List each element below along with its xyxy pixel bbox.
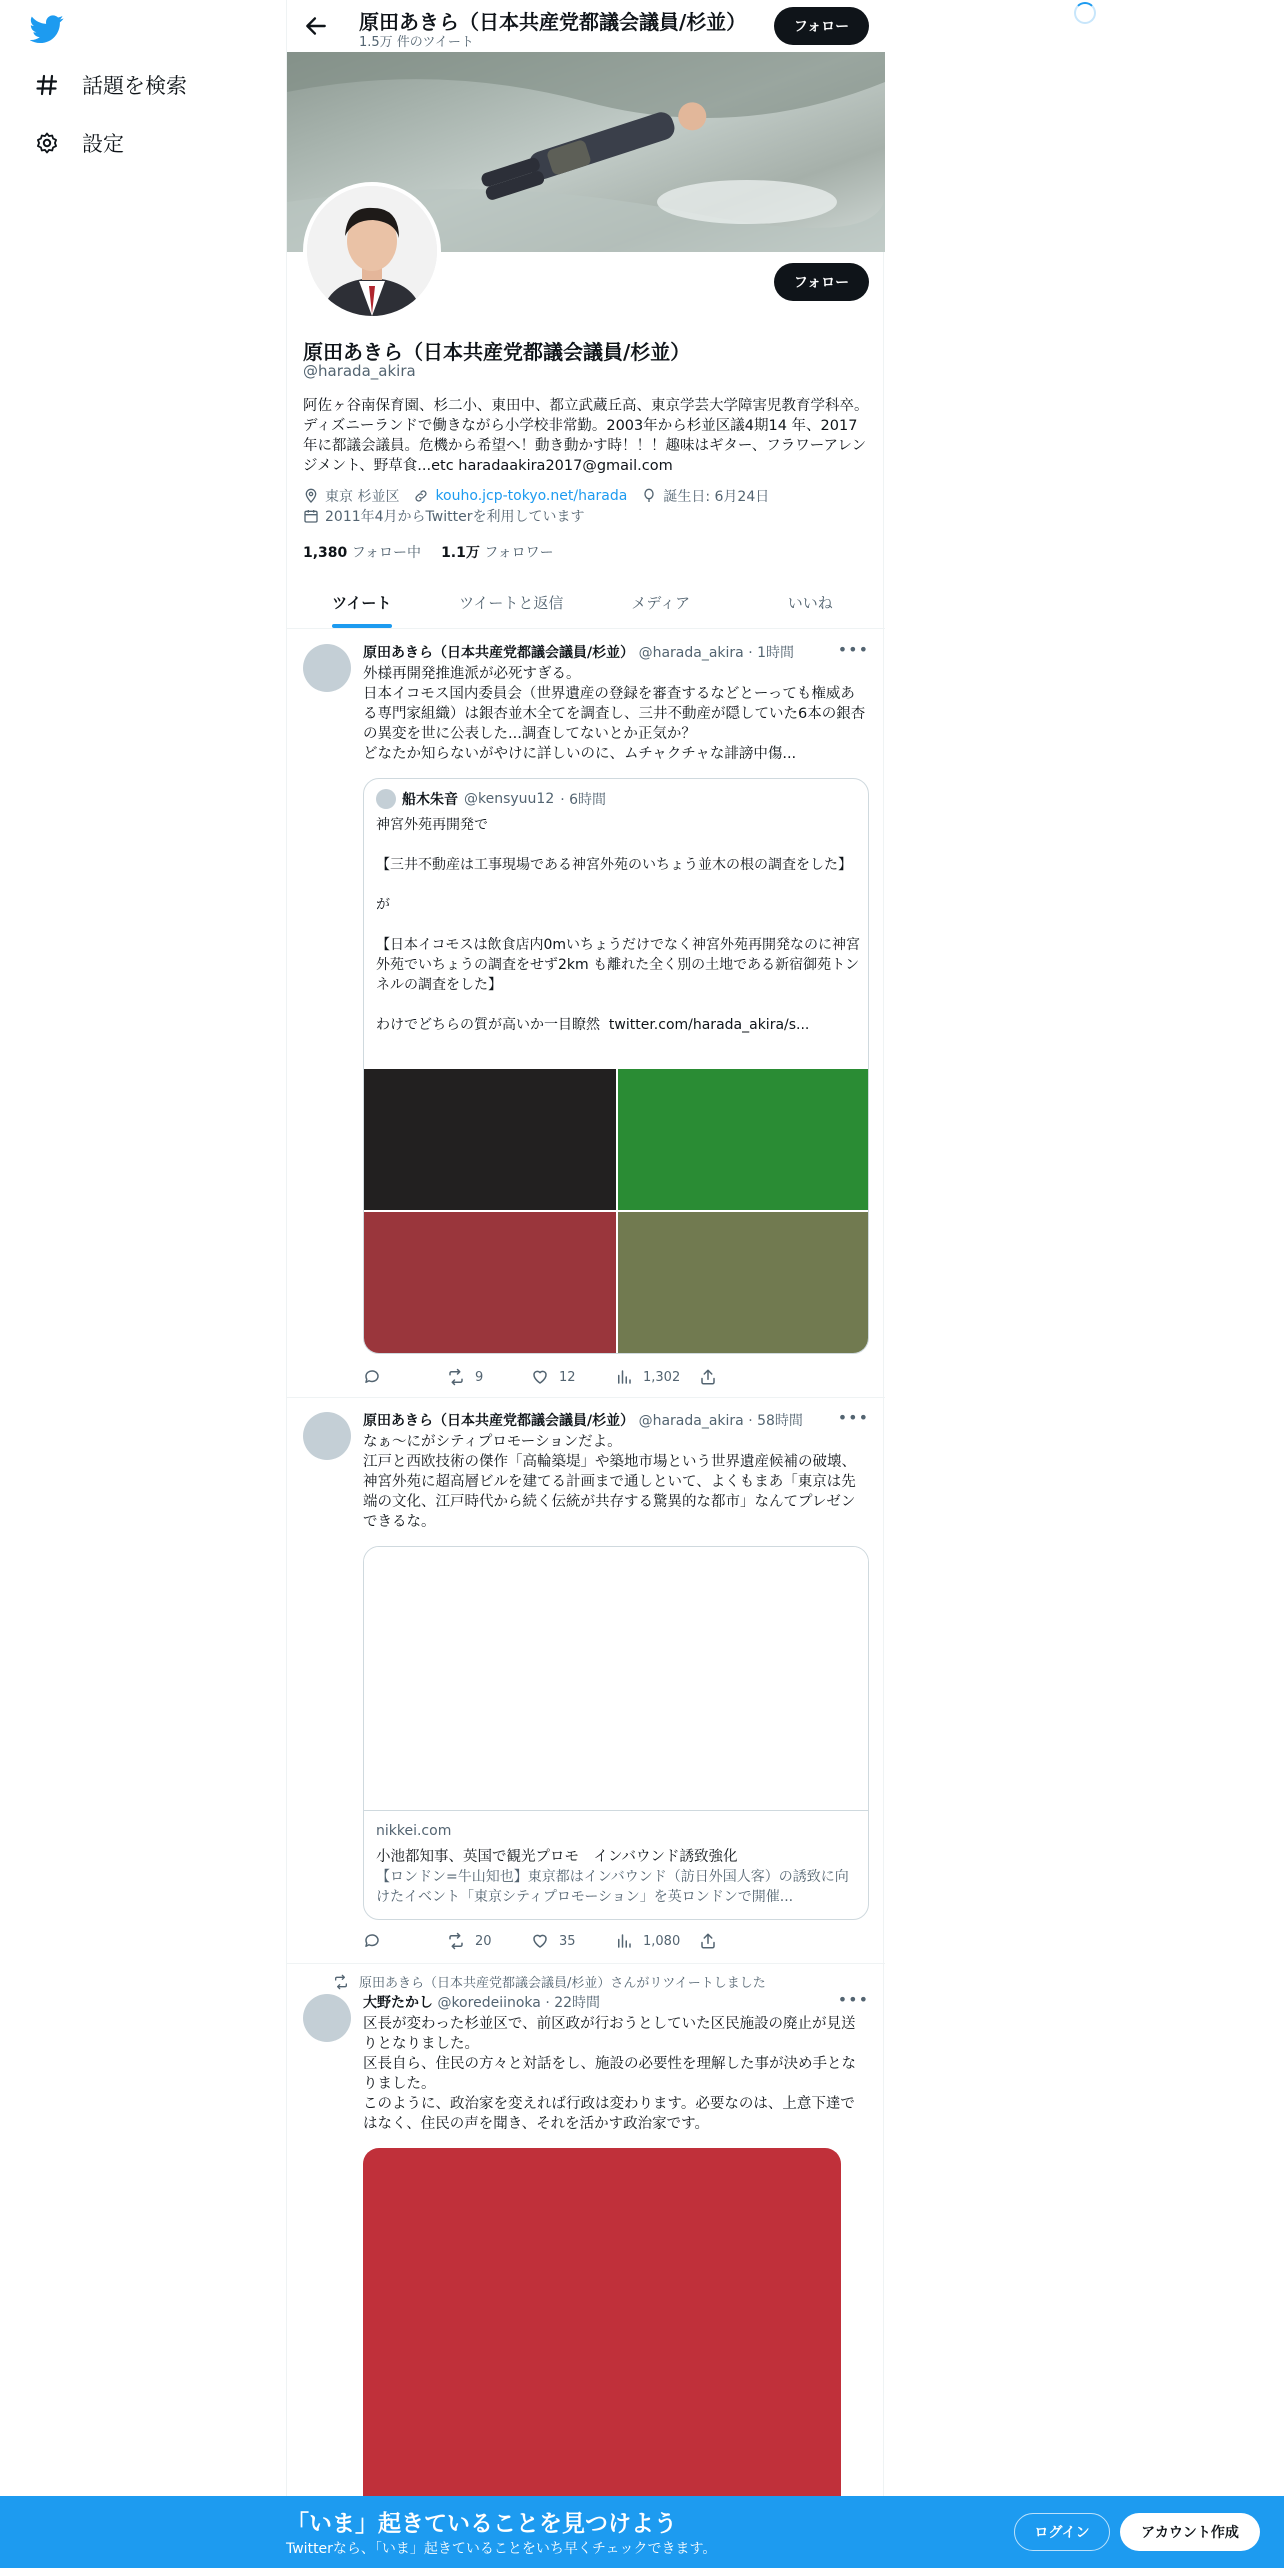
- reply-icon: [363, 1368, 381, 1386]
- retweet-small-icon: [333, 1974, 349, 1990]
- profile-handle: @harada_akira: [303, 362, 416, 380]
- profile-follow-stats: [303, 542, 554, 562]
- tweet-author-handle[interactable]: @koredeiinoka: [437, 1995, 541, 2011]
- reply-icon: [363, 1932, 381, 1950]
- quoted-tweet[interactable]: [363, 778, 869, 1354]
- followers-link[interactable]: [441, 542, 554, 562]
- retweeted-by-text[interactable]: 原田あきら（日本共産党都議会議員/杉並）さんがリツイートしました: [359, 1976, 766, 1991]
- tweet-header: [363, 642, 794, 662]
- tweet-author-avatar[interactable]: [303, 1412, 351, 1460]
- quoted-media-grid: [364, 1069, 869, 1353]
- nav-explore-label: 話題を検索: [82, 74, 187, 98]
- retweet-count: 20: [475, 1933, 492, 1949]
- profile-tabs: [287, 576, 885, 629]
- reply-button[interactable]: [363, 1932, 447, 1950]
- profile-meta-row: [303, 486, 769, 506]
- quoted-tweet-text: 神宮外苑再開発で 【三井不動産は工事現場である神宮外苑のいちょう並木の根の調査をした】 が 【日本イコモスは飲食店内0mいちょうだけでなく神宮外苑再開発なのに神宮外苑でいちょうの調査をせず2km も離れた全く別の土地である新宿御苑トンネルの調査をした】 わけでどちらの質が高いか一目瞭然 twitter.com/harada_akira/s...: [376, 817, 860, 1033]
- tab-likes[interactable]: いいね: [787, 593, 833, 612]
- header-tweet-count: 1.5万 件のツイート: [359, 35, 474, 50]
- profile-joined-row: [303, 506, 584, 526]
- tweet-text: 外様再開発推進派が必死すぎる。 日本イコモス国内委員会（世界遺産の登録を審査するなどとーっても権威ある専門家組織）は銀杏並木全てを調査し、三井不動産が隠していた6本の銀杏の異変を世に公表した...調査してないとか正気か？ どなたか知らないがやけに詳しいのに、ムチャクチャな誹謗中傷...: [363, 666, 866, 762]
- login-button[interactable]: ログイン: [1014, 2513, 1110, 2551]
- tweet-author-name[interactable]: 原田あきら（日本共産党都議会議員/杉並）: [363, 1413, 635, 1429]
- profile-website-link[interactable]: kouho.jcp-tokyo.net/harada: [435, 488, 628, 504]
- tweet-actions: [363, 1368, 783, 1386]
- quoted-author-handle: @kensyuu12: [464, 791, 555, 807]
- header-name: 原田あきら（日本共産党都議会議員/杉並）: [359, 10, 747, 34]
- tweet-author-avatar[interactable]: [303, 644, 351, 692]
- link-icon: [413, 488, 429, 504]
- link-card[interactable]: [363, 1546, 869, 1920]
- link-card-image: [364, 1547, 869, 1811]
- profile-column: [286, 0, 884, 2568]
- quoted-tweet-header: [376, 789, 606, 809]
- quoted-author-avatar: [376, 789, 396, 809]
- quoted-media-image-1[interactable]: [364, 1069, 616, 1210]
- calendar-icon: [303, 508, 319, 524]
- quoted-media-image-4[interactable]: [618, 1212, 869, 1353]
- profile-name: 原田あきら（日本共産党都議会議員/杉並）: [303, 340, 691, 364]
- followers-label: フォロワー: [484, 545, 554, 561]
- following-count: 1,380: [303, 545, 348, 561]
- header-follow-button[interactable]: フォロー: [774, 7, 869, 45]
- tweet-3[interactable]: [287, 1964, 885, 2568]
- share-button[interactable]: [699, 1932, 783, 1950]
- balloon-icon: [641, 488, 657, 504]
- view-count: 1,302: [643, 1369, 681, 1385]
- link-card-title: 小池都知事、英国で観光プロモ インバウンド誘致強化: [376, 1849, 738, 1865]
- link-card-description: 【ロンドン=牛山知也】東京都はインバウンド（訪日外国人客）の誘致に向けたイベント「東京シティプロモーション」を英ロンドンで開催...: [376, 1869, 849, 1905]
- more-options-icon[interactable]: •••: [837, 1990, 869, 2009]
- analytics-icon: [615, 1368, 633, 1386]
- share-icon: [699, 1368, 717, 1386]
- tweet-author-handle[interactable]: @harada_akira: [638, 645, 744, 661]
- like-button[interactable]: [531, 1932, 615, 1950]
- profile-location: 東京 杉並区: [325, 489, 400, 505]
- view-count: 1,080: [643, 1933, 681, 1949]
- quoted-media-image-3[interactable]: [364, 1212, 616, 1353]
- tweet-1[interactable]: [287, 630, 885, 1398]
- nav-settings[interactable]: [34, 128, 124, 158]
- nav-explore[interactable]: [34, 70, 187, 100]
- share-button[interactable]: [699, 1368, 783, 1386]
- retweet-button[interactable]: [447, 1932, 531, 1950]
- tweet-author-handle[interactable]: @harada_akira: [638, 1413, 744, 1429]
- retweet-icon: [447, 1368, 465, 1386]
- quoted-tweet-time: · 6時間: [560, 792, 607, 808]
- followers-count: 1.1万: [441, 545, 480, 561]
- heart-icon: [531, 1368, 549, 1386]
- profile-follow-button[interactable]: フォロー: [774, 263, 869, 301]
- views-button[interactable]: [615, 1368, 699, 1386]
- signup-button[interactable]: アカウント作成: [1120, 2513, 1260, 2551]
- like-count: 35: [559, 1933, 576, 1949]
- reply-button[interactable]: [363, 1368, 447, 1386]
- location-icon: [303, 488, 319, 504]
- tab-tweets-and-replies[interactable]: ツイートと返信: [459, 593, 564, 612]
- profile-avatar[interactable]: [303, 182, 441, 320]
- tweet-time[interactable]: · 1時間: [748, 645, 795, 661]
- nav-settings-label: 設定: [82, 132, 124, 156]
- quoted-media-image-2[interactable]: [618, 1069, 869, 1210]
- like-count: 12: [559, 1369, 576, 1385]
- loading-spinner-icon: [1074, 2, 1096, 24]
- more-options-icon[interactable]: •••: [837, 1408, 869, 1427]
- profile-joined: 2011年4月からTwitterを利用しています: [325, 509, 585, 525]
- tab-tweets[interactable]: ツイート: [287, 576, 437, 628]
- avatar-portrait: [307, 186, 437, 316]
- tweet-text: なぁ〜にがシティプロモーションだよ。 江戸と西欧技術の傑作「高輪築堤」や築地市場という世界遺産候補の破壊、神宮外苑に超高層ビルを建てる計画まで通しといて、よくもまあ「東京は先端の文化、江戸時代から続く伝統が共存する驚異的な都市」なんてプレゼンできるな。: [363, 1434, 856, 1530]
- tweet-header: [363, 1992, 600, 2012]
- tweet-author-name[interactable]: 大野たかし: [363, 1995, 433, 2011]
- tweet-author-name[interactable]: 原田あきら（日本共産党都議会議員/杉並）: [363, 645, 635, 661]
- retweet-count: 9: [475, 1369, 484, 1385]
- hashtag-icon: [34, 72, 60, 98]
- tweet-header: [363, 1410, 803, 1430]
- twitter-logo-icon[interactable]: [30, 12, 64, 46]
- like-button[interactable]: [531, 1368, 615, 1386]
- views-button[interactable]: [615, 1932, 699, 1950]
- tweet-2[interactable]: [287, 1398, 885, 1964]
- tweet-time[interactable]: · 22時間: [545, 1995, 601, 2011]
- tweet-time[interactable]: · 58時間: [748, 1413, 803, 1429]
- analytics-icon: [615, 1932, 633, 1950]
- bottom-bar-subtitle: Twitterなら、「いま」起きていることをいち早くチェックできます。: [286, 2541, 717, 2557]
- retweet-context: [333, 1972, 766, 1991]
- bottom-bar-title: 「いま」起きていることを見つけよう: [286, 2511, 677, 2537]
- retweet-button[interactable]: [447, 1368, 531, 1386]
- profile-bio: 阿佐ヶ谷南保育園、杉二小、東田中、都立武蔵丘高、東京学芸大学障害児教育学科卒。ディズニーランドで働きながら小学校非常勤。2003年から杉並区議4期14 年、2017年に都議会議員。危機から希望へ！動き動かす時！！！趣味はギター、フラワーアレンジメント、野草食...etc haradaakira2017@gmail.com: [303, 398, 869, 474]
- tab-media[interactable]: メディア: [631, 593, 691, 612]
- more-options-icon[interactable]: •••: [837, 640, 869, 659]
- link-card-domain: nikkei.com: [376, 1823, 452, 1839]
- back-arrow-icon[interactable]: [303, 13, 329, 39]
- following-label: フォロー中: [351, 545, 422, 561]
- tweet-actions: [363, 1932, 783, 1950]
- signup-bottom-bar: [0, 2496, 1284, 2568]
- retweet-icon: [447, 1932, 465, 1950]
- share-icon: [699, 1932, 717, 1950]
- tweet-text: 区長が変わった杉並区で、前区政が行おうとしていた区民施設の廃止が見送りとなりました。 区長自ら、住民の方々と対話をし、施設の必要性を理解した事が決め手となりました。 このように、政治家を変えれば行政は変わります。必要なのは、上意下達ではなく、住民の声を聞き、それを活かす政治家です。: [363, 2016, 856, 2132]
- profile-header-bar: [287, 0, 885, 52]
- heart-icon: [531, 1932, 549, 1950]
- profile-birthday: 誕生日: 6月24日: [663, 489, 770, 505]
- tweet-author-avatar[interactable]: [303, 1994, 351, 2042]
- following-link[interactable]: [303, 542, 421, 562]
- gear-icon: [34, 130, 60, 156]
- quoted-author-name: 船木朱音: [402, 792, 458, 808]
